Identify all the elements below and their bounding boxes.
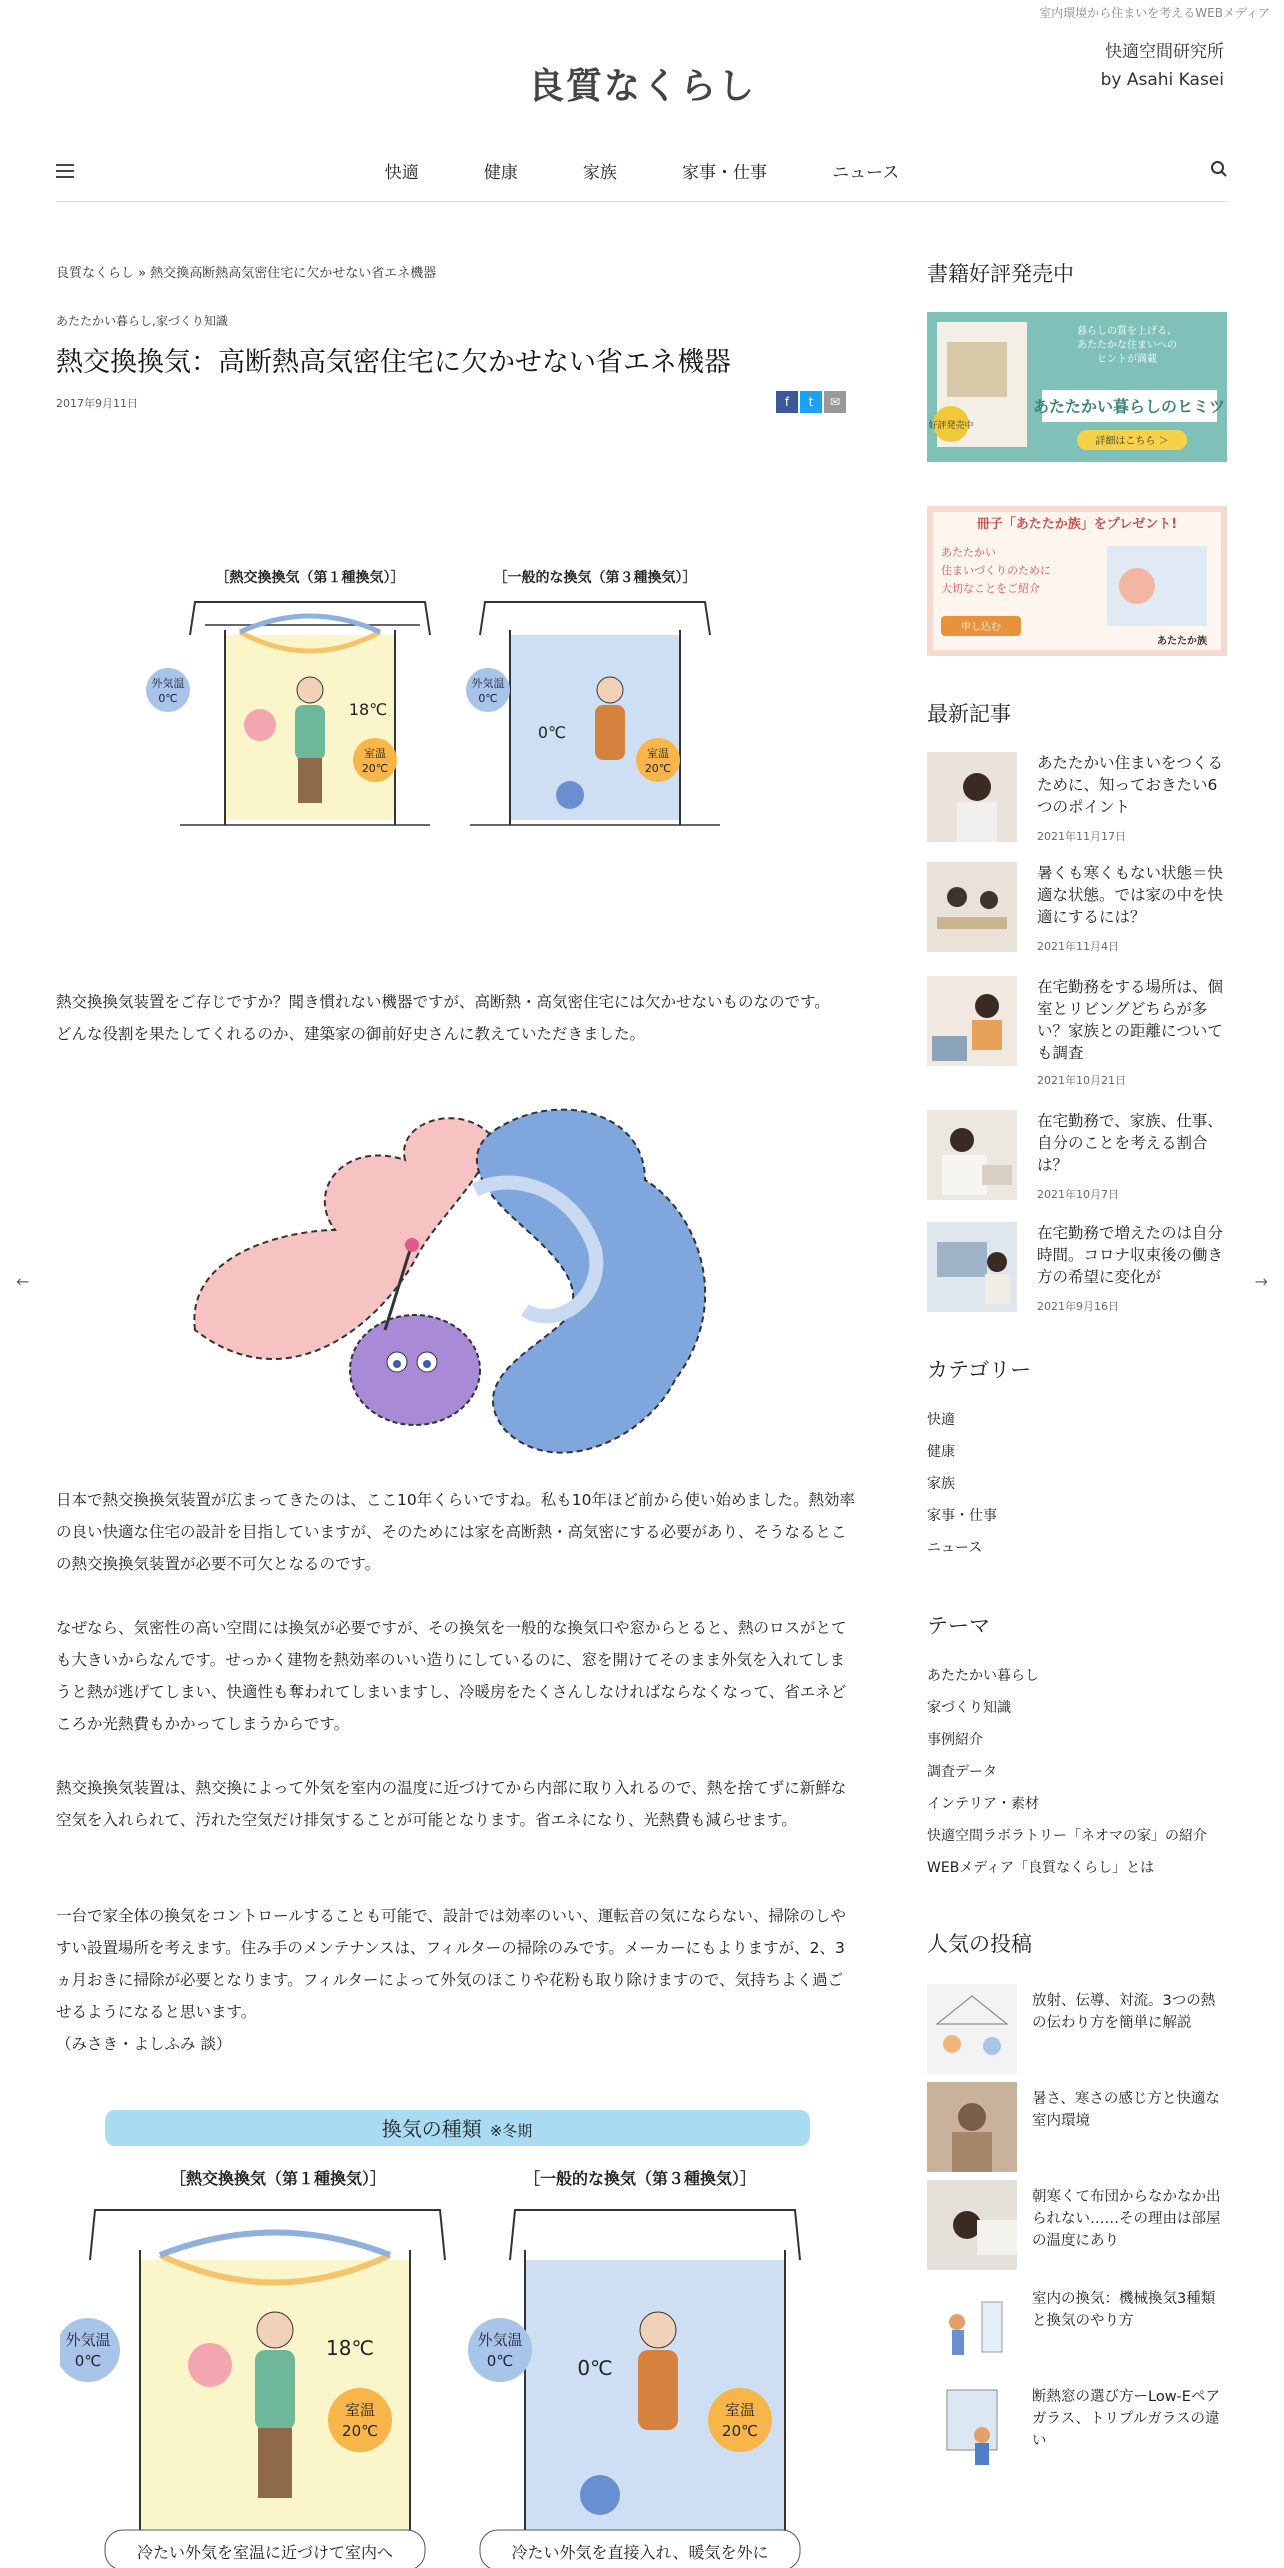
- breadcrumb[interactable]: 良質なくらし » 熱交換高断熱高気密住宅に欠かせない省エネ機器: [56, 266, 437, 281]
- fig3-room-label-left: 室温: [344, 2401, 376, 2419]
- nav-item-housework[interactable]: 家事・仕事: [682, 163, 768, 183]
- category-item[interactable]: 家族: [927, 1476, 955, 1492]
- institute-name: 快適空間研究所: [1105, 42, 1224, 62]
- category-item[interactable]: ニュース: [927, 1540, 983, 1556]
- fig3-banner-title: 換気の種類: [381, 2117, 482, 2141]
- popular-title: 暑さ、寒さの感じ方と快適な室内環境: [1032, 2091, 1220, 2129]
- fig1-room-temp-right: 20℃: [644, 762, 672, 775]
- paragraph-intro: [56, 986, 856, 1050]
- share-buttons: [776, 391, 848, 413]
- recent-date: 2021年10月7日: [1037, 1188, 1119, 1201]
- recent-item[interactable]: [927, 862, 1227, 952]
- fig3-label-right: ［一般的な換気（第３種換気）］: [523, 2169, 757, 2188]
- recent-title: 在宅勤務で増えたのは自分時間。コロナ収束後の働き方の希望に変化が: [1037, 1224, 1224, 1286]
- recent-thumbnail: [927, 1222, 1017, 1312]
- theme-item[interactable]: 家づくり知識: [927, 1700, 1011, 1716]
- present-title: 冊子「あたたか族」をプレゼント!: [976, 517, 1178, 532]
- fig1-label-right: ［一般的な換気（第３種換気）］: [493, 570, 697, 586]
- paragraph-intro-line2: どんな役割を果たしてくれるのか、建築家の御前好史さんに教えていただきました。: [56, 1025, 646, 1043]
- fig1-room-temp-left: 20℃: [361, 762, 389, 775]
- recent-heading: 最新記事: [927, 702, 1011, 726]
- nav-item-family[interactable]: 家族: [582, 163, 617, 183]
- popular-thumbnail: [927, 2180, 1017, 2270]
- fig3-outside-temp-left: 0℃: [74, 2352, 102, 2370]
- nav-item-comfort[interactable]: 快適: [384, 163, 419, 183]
- theme-item[interactable]: 調査データ: [927, 1764, 997, 1780]
- paragraph-intro-line1: 熱交換換気装置をご存じですか？聞き慣れない機器ですが、高断熱・高気密住宅には欠かせないものなのです。: [56, 993, 830, 1011]
- theme-item[interactable]: 事例紹介: [927, 1732, 983, 1748]
- popular-heading: 人気の投稿: [927, 1932, 1032, 1956]
- recent-title: 在宅勤務をする場所は、個室とリビングどちらが多い？家族との距離についても調査: [1037, 978, 1224, 1062]
- article-date: 2017年9月11日: [56, 397, 138, 410]
- book-line2: あたたかな住まいへの: [1077, 340, 1177, 351]
- search-icon[interactable]: [1210, 160, 1228, 178]
- recent-thumbnail: [927, 752, 1017, 842]
- books-heading: 書籍好評発売中: [927, 262, 1074, 286]
- fig1-outside-temp-right: 0℃: [478, 692, 498, 705]
- category-item[interactable]: 家事・仕事: [927, 1508, 997, 1524]
- fig3-caption-right: 冷たい外気を直接入れ、暖気を外に: [511, 2543, 769, 2562]
- recent-date: 2021年11月4日: [1037, 940, 1119, 953]
- category-heading: カテゴリー: [927, 1358, 1032, 1382]
- fig3-room-temp-left: 20℃: [342, 2422, 378, 2440]
- popular-thumbnail: [927, 2082, 1017, 2172]
- recent-item[interactable]: [927, 752, 1227, 842]
- site-logo[interactable]: 良質なくらし: [527, 66, 756, 107]
- popular-thumbnail: [927, 1984, 1017, 2074]
- recent-title: あたたかい住まいをつくるために、知っておきたい6つのポイント: [1037, 754, 1224, 816]
- book-button: 詳細はこちら ＞: [1095, 436, 1169, 447]
- popular-title: 断熱窓の選び方ーLow-Eペアガラス、トリプルガラスの違い: [1032, 2389, 1220, 2449]
- fig3-caption-left: 冷たい外気を室温に近づけて室内へ: [136, 2543, 394, 2562]
- main-nav: [56, 150, 1228, 202]
- ventilation-types-illustration: [60, 2100, 840, 2568]
- fig3-temp18: 18℃: [326, 2336, 374, 2360]
- fig1-temp0: 0℃: [537, 723, 567, 742]
- paragraph-4: 熱交換換気装置は、熱交換によって外気を室内の温度に近づけてから内部に取り入れるので、熱を捨てずに新鮮な空気を入れられて、汚れた空気だけ排気することが可能となります。省エネになり、光熱費も減らせます。: [56, 1779, 847, 1829]
- category-item[interactable]: 健康: [927, 1444, 955, 1460]
- popular-title: 放射、伝導、対流。3つの熱の伝わり方を簡単に解説: [1032, 1993, 1216, 2031]
- prev-article-arrow-icon[interactable]: ←: [16, 1272, 30, 1291]
- theme-heading: テーマ: [927, 1614, 990, 1638]
- present-l2: 住まいづくりのために: [941, 564, 1051, 577]
- present-l3: 大切なことをご紹介: [941, 582, 1040, 595]
- theme-item[interactable]: あたたかい暮らし: [927, 1668, 1039, 1684]
- nav-items: [56, 158, 1228, 183]
- book-title: あたたかい暮らしのヒミツ: [1032, 397, 1226, 416]
- theme-list: [927, 1660, 1207, 1884]
- fig3-temp0: 0℃: [577, 2356, 613, 2380]
- fig1-outside-label-left: 外気温: [151, 677, 185, 690]
- present-l1: あたたかい: [941, 546, 996, 559]
- ventilation-comparison-illustration: [140, 560, 760, 840]
- fig1-room-label-left: 室温: [364, 747, 386, 760]
- recent-thumbnail: [927, 976, 1017, 1066]
- paragraph-5-body: 一台で家全体の換気をコントロールすることも可能で、設計では効率のいい、運転音の気にならない、掃除のしやすい設置場所を考えます。住み手のメンテナンスは、フィルターの掃除のみです。メーカーにもよりますが、2、3ヵ月おきに掃除が必要となります。フィルターによって外気のほこりや花粉も取り除けますので、気持ちよく過ごせるようになると思います。: [56, 1907, 846, 2021]
- category-item[interactable]: 快適: [927, 1412, 955, 1428]
- recent-thumbnail: [927, 862, 1017, 952]
- fig3-room-label-right: 室温: [724, 2401, 756, 2419]
- present-banner[interactable]: [927, 506, 1227, 656]
- popular-thumbnail: [927, 2282, 1017, 2372]
- fig1-room-label-right: 室温: [647, 747, 669, 760]
- book-badge: 好評発売中: [928, 421, 974, 431]
- recent-thumbnail: [927, 1110, 1017, 1200]
- theme-item[interactable]: インテリア・素材: [927, 1796, 1039, 1812]
- popular-item[interactable]: [927, 2180, 1227, 2270]
- recent-date: 2021年9月16日: [1037, 1300, 1119, 1313]
- mail-share-icon[interactable]: ✉: [824, 391, 846, 413]
- fig3-banner-note: ※冬期: [489, 2122, 533, 2140]
- popular-title: 室内の換気：機械換気3種類と換気のやり方: [1032, 2291, 1216, 2329]
- nav-item-news[interactable]: ニュース: [832, 163, 900, 183]
- nav-item-health[interactable]: 健康: [483, 163, 518, 183]
- category-list: [927, 1404, 997, 1564]
- article-categories[interactable]: あたたかい暮らし,家づくり知識: [56, 314, 228, 328]
- popular-item[interactable]: [927, 2082, 1227, 2172]
- paragraph-5-credit: （みさき・よしふみ 談）: [56, 2035, 232, 2053]
- fig3-room-temp-right: 20℃: [722, 2422, 758, 2440]
- paragraph-3: なぜなら、気密性の高い空間には換気が必要ですが、その換気を一般的な換気口や窓からとると、熱のロスがとても大きいからなんです。せっかく建物を熱効率のいい造りにしているのに、窓を開けてそのまま外気を入れてしまうと熱が逃げてしまい、快適性も奪われてしまいますし、冷暖房をたくさんしなければならなくなって、省エネどころか光熱費もかかってしまうからです。: [56, 1619, 847, 1733]
- popular-item[interactable]: [927, 2380, 1227, 2470]
- article-title: 熱交換換気：高断熱高気密住宅に欠かせない省エネ機器: [56, 347, 731, 378]
- recent-item[interactable]: [927, 1222, 1227, 1312]
- fig1-outside-label-right: 外気温: [471, 677, 505, 690]
- fig1-label-left: ［熱交換換気（第１種換気）］: [215, 570, 405, 586]
- book-line1: 暮らしの質を上げる、: [1077, 326, 1177, 337]
- facebook-share-icon[interactable]: f: [776, 391, 798, 413]
- popular-thumbnail: [927, 2380, 1017, 2470]
- site-tagline: 室内環境から住まいを考えるWEBメディア: [1039, 6, 1270, 20]
- paragraph-5: [56, 1900, 856, 2060]
- popular-item[interactable]: [927, 2282, 1227, 2372]
- recent-item[interactable]: [927, 1110, 1227, 1200]
- fig3-outside-label-right: 外気温: [477, 2331, 523, 2349]
- present-button: 申し込む: [961, 622, 1001, 633]
- fig3-outside-temp-right: 0℃: [486, 2352, 514, 2370]
- recent-date: 2021年10月21日: [1037, 1074, 1126, 1087]
- fig3-outside-label-left: 外気温: [65, 2331, 111, 2349]
- air-swirl-illustration: [175, 1100, 775, 1490]
- next-article-arrow-icon[interactable]: →: [1254, 1272, 1268, 1291]
- theme-item[interactable]: 快適空間ラボラトリー「ネオマの家」の紹介: [927, 1828, 1207, 1844]
- fig1-outside-temp-left: 0℃: [158, 692, 178, 705]
- institute-by: by Asahi Kasei: [1100, 70, 1224, 90]
- recent-item[interactable]: [927, 976, 1227, 1087]
- recent-title: 暑くも寒くもない状態＝快適な状態。では家の中を快適にするには？: [1037, 864, 1224, 926]
- popular-title: 朝寒くて布団からなかなか出られない……その理由は部屋の温度にあり: [1032, 2189, 1221, 2249]
- twitter-share-icon[interactable]: t: [800, 391, 822, 413]
- present-brand: あたたか族: [1157, 636, 1207, 647]
- popular-item[interactable]: [927, 1984, 1227, 2074]
- institute-label[interactable]: [1101, 38, 1224, 94]
- recent-date: 2021年11月17日: [1037, 830, 1126, 843]
- book-banner[interactable]: [927, 312, 1227, 462]
- paragraph-2: 日本で熱交換換気装置が広まってきたのは、ここ10年くらいですね。私も10年ほど前から使い始めました。熱効率の良い快適な住宅の設計を目指していますが、そのためには家を高断熱・高気密にする必要があり、そうなるとこの熱交換換気装置が必要不可欠となるのです。: [56, 1491, 855, 1573]
- book-line3: ヒントが満載: [1097, 354, 1157, 365]
- fig1-temp18: 18℃: [348, 700, 388, 719]
- fig3-label-left: ［熱交換換気（第１種換気）］: [169, 2169, 387, 2188]
- theme-item[interactable]: WEBメディア「良質なくらし」とは: [927, 1860, 1155, 1876]
- recent-title: 在宅勤務で、家族、仕事、自分のことを考える割合は？: [1037, 1112, 1223, 1174]
